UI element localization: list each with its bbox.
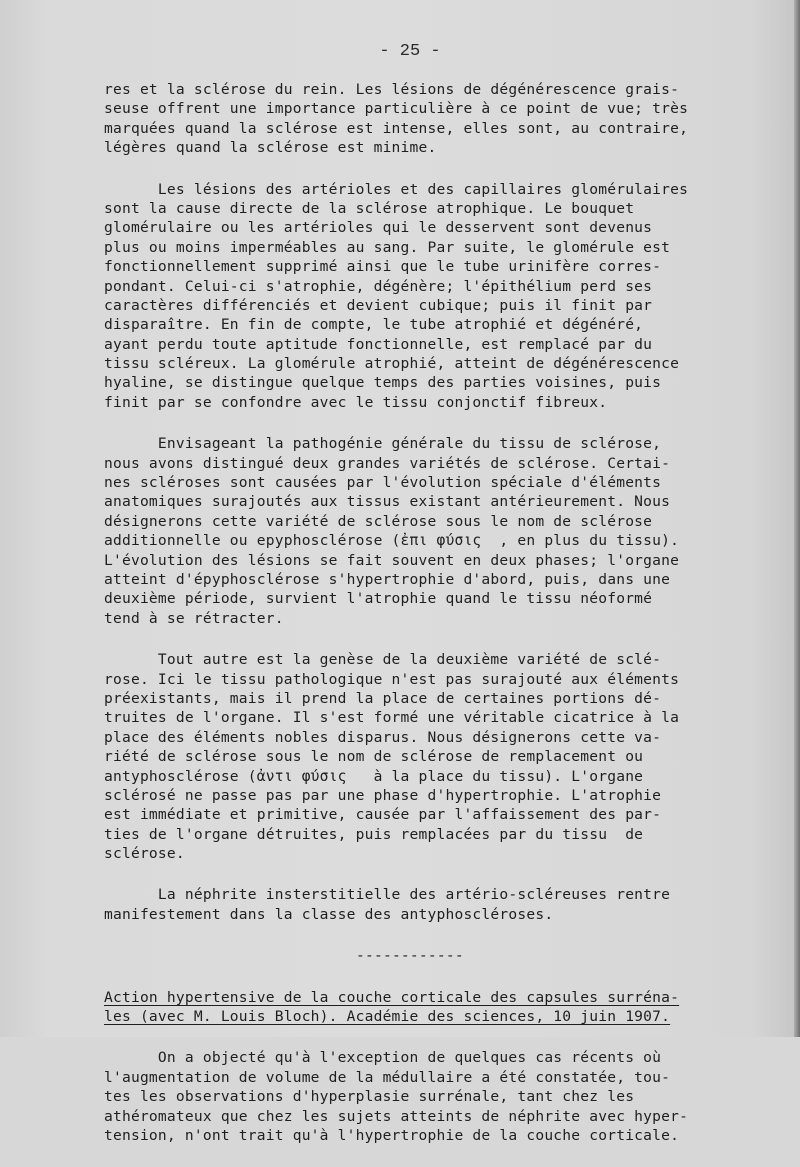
text-line: fonctionnellement supprimé ainsi que le tube urinifère corres- xyxy=(104,258,662,276)
text-line: préexistants, mais il prend la place de certaines portions dé- xyxy=(104,689,662,707)
text-line: atteint d'épyphosclérose s'hypertrophie d'abord, puis, dans une xyxy=(104,570,671,588)
text-line: sclérosé ne passe pas par une phase d'hypertrophie. L'atrophie xyxy=(104,786,662,804)
text-line: additionnelle ou epyphosclérose (ἐπι φύσις , en plus du tissu). xyxy=(104,532,680,550)
text-line: pondant. Celui-ci s'atrophie, dégénère; l'épithélium perd ses xyxy=(104,277,653,295)
text-line: glomérulaire ou les artérioles qui le desservent sont devenus xyxy=(104,219,653,237)
paragraph-3 xyxy=(104,434,784,628)
text-line: L'évolution des lésions se fait souvent en deux phases; l'organe xyxy=(104,551,680,569)
text-line: deuxième période, survient l'atrophie quand le tissu néoformé xyxy=(104,590,653,608)
text-line: sclérose. xyxy=(104,845,185,863)
text-line: antyphosclérose (ἀντι φύσις à la place du tissu). L'organe xyxy=(104,767,644,785)
heading-line: Action hypertensive de la couche corticale des capsules surréna- xyxy=(104,988,680,1006)
page-edge-shadow xyxy=(794,0,800,1037)
text-line: seuse offrent une importance particulière à ce point de vue; très xyxy=(104,100,689,118)
text-line: tension, n'ont trait qu'à l'hypertrophie de la couche corticale. xyxy=(104,1126,680,1144)
text-line: tissu scléreux. La glomérule atrophié, atteint de dégénérescence xyxy=(104,355,680,373)
paragraph-6 xyxy=(104,1048,784,1145)
text-line: truites de l'organe. Il s'est formé une véritable cicatrice à la xyxy=(104,709,680,727)
text-line: On a objecté qu'à l'exception de quelques cas récents où xyxy=(104,1049,662,1067)
text-line: plus ou moins imperméables au sang. Par suite, le glomérule est xyxy=(104,238,671,256)
text-line: tend à se rétracter. xyxy=(104,609,284,627)
text-line: sont la cause directe de la sclérose atrophique. Le bouquet xyxy=(104,199,635,217)
paragraph-1 xyxy=(104,80,784,158)
paragraph-5 xyxy=(104,885,784,924)
page-number: - 25 - xyxy=(379,42,441,61)
text-line: est immédiate et primitive, causée par l'affaissement des par- xyxy=(104,806,662,824)
text-line: Les lésions des artérioles et des capillaires glomérulaires xyxy=(104,180,689,198)
text-line: marquées quand la sclérose est intense, elles sont, au contraire, xyxy=(104,119,689,137)
text-line: La néphrite insterstitielle des artério-scléreuses rentre xyxy=(104,886,671,904)
heading-line: les (avec M. Louis Bloch). Académie des sciences, 10 juin 1907. xyxy=(104,1008,671,1026)
text-line: disparaître. En fin de compte, le tube atrophié et dégénéré, xyxy=(104,316,644,334)
text-line: tes les observations d'hyperplasie surrénale, tant chez les xyxy=(104,1088,635,1106)
text-line: finit par se confondre avec le tissu conjonctif fibreux. xyxy=(104,393,608,411)
text-line: l'augmentation de volume de la médullaire a été constatée, tou- xyxy=(104,1068,671,1086)
text-line: nous avons distingué deux grandes variétés de sclérose. Certai- xyxy=(104,454,671,472)
text-line: caractères différenciés et devient cubique; puis il finit par xyxy=(104,296,653,314)
paragraph-2 xyxy=(104,180,784,413)
text-line: ties de l'organe détruites, puis remplacées par du tissu de xyxy=(104,825,644,843)
text-line: riété de sclérose sous le nom de sclérose de remplacement ou xyxy=(104,748,644,766)
text-line: athéromateux que chez les sujets atteints de néphrite avec hyper- xyxy=(104,1107,689,1125)
section-separator: ------------ xyxy=(356,947,464,965)
text-line: Tout autre est la genèse de la deuxième variété de sclé- xyxy=(104,651,662,669)
text-line: désignerons cette variété de sclérose sous le nom de sclérose xyxy=(104,512,653,530)
paragraph-4 xyxy=(104,650,784,863)
text-line: légères quand la sclérose est minime. xyxy=(104,139,437,157)
text-line: ayant perdu toute aptitude fonctionnelle, est remplacé par du xyxy=(104,335,653,353)
text-line: Envisageant la pathogénie générale du tissu de sclérose, xyxy=(104,435,662,453)
body-text xyxy=(104,80,784,1167)
text-line: nes scléroses sont causées par l'évolution spéciale d'éléments xyxy=(104,474,662,492)
text-line: res et la sclérose du rein. Les lésions de dégénérescence grais- xyxy=(104,81,680,98)
text-line: hyaline, se distingue quelque temps des parties voisines, puis xyxy=(104,374,662,392)
text-line: place des éléments nobles disparus. Nous désignerons cette va- xyxy=(104,728,662,746)
text-line: manifestement dans la classe des antyphoscléroses. xyxy=(104,905,554,923)
section-heading xyxy=(104,988,784,1027)
text-line: anatomiques surajoutés aux tissus existant antérieurement. Nous xyxy=(104,493,671,511)
text-line: rose. Ici le tissu pathologique n'est pas surajouté aux éléments xyxy=(104,670,680,688)
